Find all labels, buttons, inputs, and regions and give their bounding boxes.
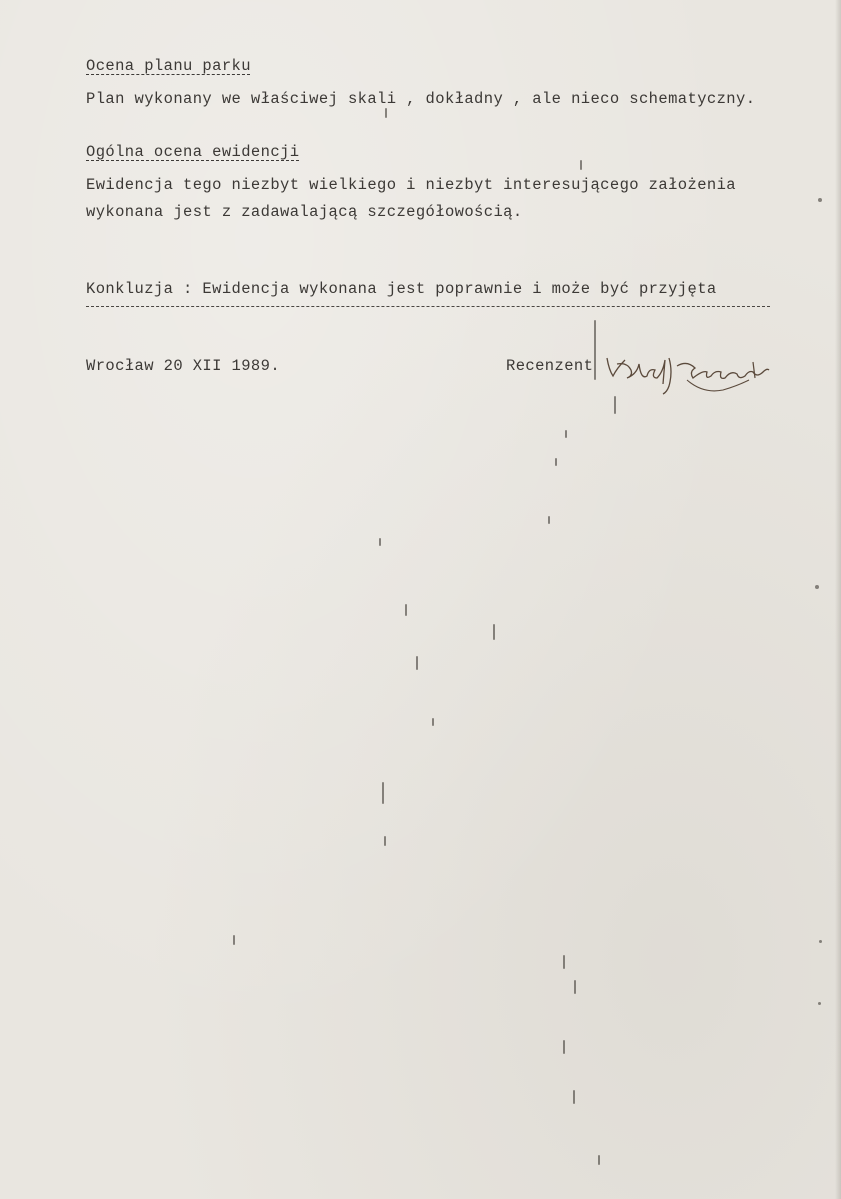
paper-speck [565,430,567,438]
paper-speck [818,198,822,202]
place-date: Wrocław 20 XII 1989. [86,357,281,375]
paper-speck [563,955,565,969]
paper-speck [432,718,434,726]
plan-text: Plan wykonany we właściwej skali , dokładny , ale nieco schematyczny. [86,90,756,108]
paper-speck [385,108,387,118]
paper-speck [563,1040,565,1054]
paper-speck [573,1090,575,1104]
paper-speck [555,458,557,466]
evidence-text-line-2: wykonana jest z zadawalającą szczegółowością. [86,203,523,221]
paper-speck [819,940,822,943]
paper-speck [815,585,819,589]
paper-speck [405,604,407,616]
conclusion-text: Konkluzja : Ewidencja wykonana jest poprawnie i może być przyjęta [86,280,717,298]
paper-speck [548,516,550,524]
paper-edge-shadow [835,0,841,1199]
reviewer-label: Recenzent [506,357,594,375]
paper-speck [384,836,386,846]
paper-speck [379,538,381,546]
paper-speck [493,624,495,640]
evidence-heading: Ogólna ocena ewidencji [86,143,300,161]
handwritten-signature [603,350,773,398]
paper-speck [594,320,596,380]
paper-speck [416,656,418,670]
paper-speck [614,396,616,414]
plan-heading: Ocena planu parku [86,57,251,75]
paper-speck [382,782,384,804]
paper-speck [580,160,582,170]
conclusion-dashed-rule [86,306,770,307]
paper-speck [233,935,235,945]
paper-speck [598,1155,600,1165]
paper-speck [574,980,576,994]
paper-speck [818,1002,821,1005]
evidence-text-line-1: Ewidencja tego niezbyt wielkiego i niezbyt interesującego założenia [86,176,737,194]
